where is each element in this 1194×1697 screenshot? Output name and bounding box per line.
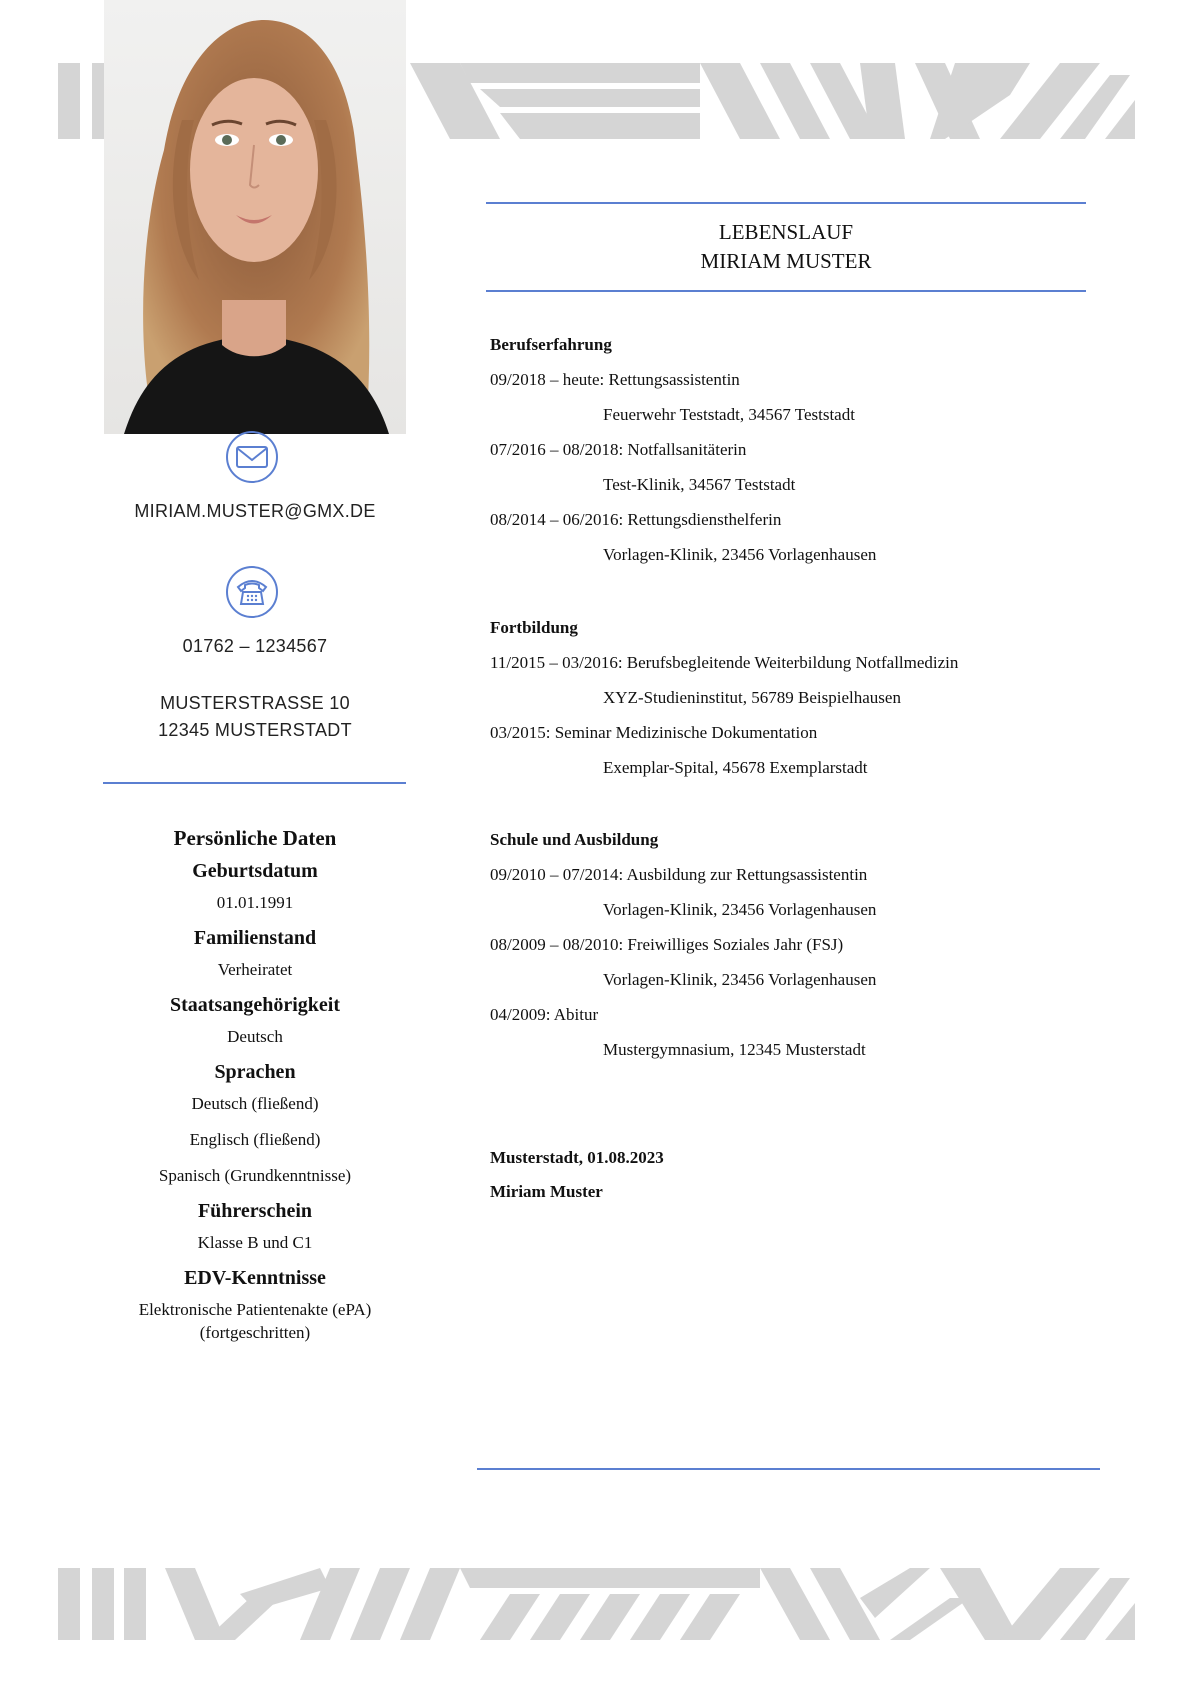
personal-data-section bbox=[104, 826, 406, 1357]
entry-sub: Feuerwehr Teststadt, 34567 Teststadt bbox=[603, 405, 855, 424]
entry-sub: XYZ-Studieninstitut, 56789 Beispielhausen bbox=[603, 688, 901, 707]
entry-line: 04/2009: Abitur bbox=[490, 1005, 599, 1024]
divider-left bbox=[103, 782, 406, 784]
field-value: Verheiratet bbox=[217, 960, 293, 979]
entry-line: 09/2010 – 07/2014: Ausbildung zur Rettungsassistentin bbox=[490, 865, 868, 884]
field-value: Deutsch (fließend) bbox=[191, 1094, 319, 1113]
telephone-icon bbox=[225, 565, 279, 619]
contact-street: MUSTERSTRASSE 10 bbox=[160, 693, 350, 713]
signature-name: Miriam Muster bbox=[490, 1182, 603, 1201]
entry-line: 03/2015: Seminar Medizinische Dokumentation bbox=[490, 723, 818, 742]
field-label: Geburtsdatum bbox=[192, 860, 318, 882]
entry-sub: Test-Klinik, 34567 Teststadt bbox=[603, 475, 796, 494]
field-value: Deutsch bbox=[227, 1027, 283, 1046]
entry-sub: Vorlagen-Klinik, 23456 Vorlagenhausen bbox=[603, 970, 877, 989]
field-value: Klasse B und C1 bbox=[197, 1233, 313, 1252]
field-label: Staatsangehörigkeit bbox=[170, 994, 340, 1016]
profile-photo bbox=[104, 0, 406, 434]
document-title: LEBENSLAUF bbox=[718, 220, 854, 244]
entry-line: 08/2014 – 06/2016: Rettungsdiensthelferin bbox=[490, 510, 782, 529]
envelope-icon bbox=[225, 430, 279, 484]
section-heading: Schule und Ausbildung bbox=[490, 830, 659, 849]
field-value: (fortgeschritten) bbox=[199, 1323, 311, 1342]
entry-sub: Mustergymnasium, 12345 Musterstadt bbox=[603, 1040, 866, 1059]
divider-title-bottom bbox=[486, 290, 1086, 292]
entry-line: 08/2009 – 08/2010: Freiwilliges Soziales Jahr (FSJ) bbox=[490, 935, 844, 954]
field-label: EDV-Kenntnisse bbox=[184, 1267, 326, 1289]
field-value: Spanisch (Grundkenntnisse) bbox=[158, 1166, 352, 1185]
field-value: Englisch (fließend) bbox=[189, 1130, 321, 1149]
entry-line: 11/2015 – 03/2016: Berufsbegleitende Weiterbildung Notfallmedizin bbox=[490, 653, 959, 672]
field-label: Sprachen bbox=[214, 1061, 296, 1083]
entry-sub: Exemplar-Spital, 45678 Exemplarstadt bbox=[603, 758, 868, 777]
field-label: Familienstand bbox=[193, 927, 317, 949]
document-title-block bbox=[486, 218, 1086, 276]
section-heading: Fortbildung bbox=[490, 618, 578, 637]
entry-sub: Vorlagen-Klinik, 23456 Vorlagenhausen bbox=[603, 900, 877, 919]
section-fortbildung bbox=[490, 611, 1110, 785]
field-value: 01.01.1991 bbox=[216, 893, 294, 912]
signature-place-date: Musterstadt, 01.08.2023 bbox=[490, 1148, 664, 1167]
contact-email: MIRIAM.MUSTER@GMX.DE bbox=[134, 501, 376, 521]
personal-data-heading: Persönliche Daten bbox=[173, 826, 337, 850]
contact-city: 12345 MUSTERSTADT bbox=[158, 720, 352, 740]
entry-line: 09/2018 – heute: Rettungsassistentin bbox=[490, 370, 740, 389]
field-value: Elektronische Patientenakte (ePA) bbox=[138, 1300, 372, 1319]
section-berufserfahrung bbox=[490, 328, 1110, 572]
contact-phone: 01762 – 1234567 bbox=[182, 636, 328, 656]
field-label: Führerschein bbox=[197, 1200, 313, 1222]
entry-sub: Vorlagen-Klinik, 23456 Vorlagenhausen bbox=[603, 545, 877, 564]
section-heading: Berufserfahrung bbox=[490, 335, 612, 354]
decorative-stripe-band-bottom bbox=[0, 1558, 1194, 1643]
signature-block bbox=[490, 1141, 664, 1209]
entry-line: 07/2016 – 08/2018: Notfallsanitäterin bbox=[490, 440, 747, 459]
divider-bottom bbox=[477, 1468, 1100, 1470]
person-name: MIRIAM MUSTER bbox=[700, 249, 872, 273]
section-schule-ausbildung bbox=[490, 823, 1110, 1067]
divider-title-top bbox=[486, 202, 1086, 204]
